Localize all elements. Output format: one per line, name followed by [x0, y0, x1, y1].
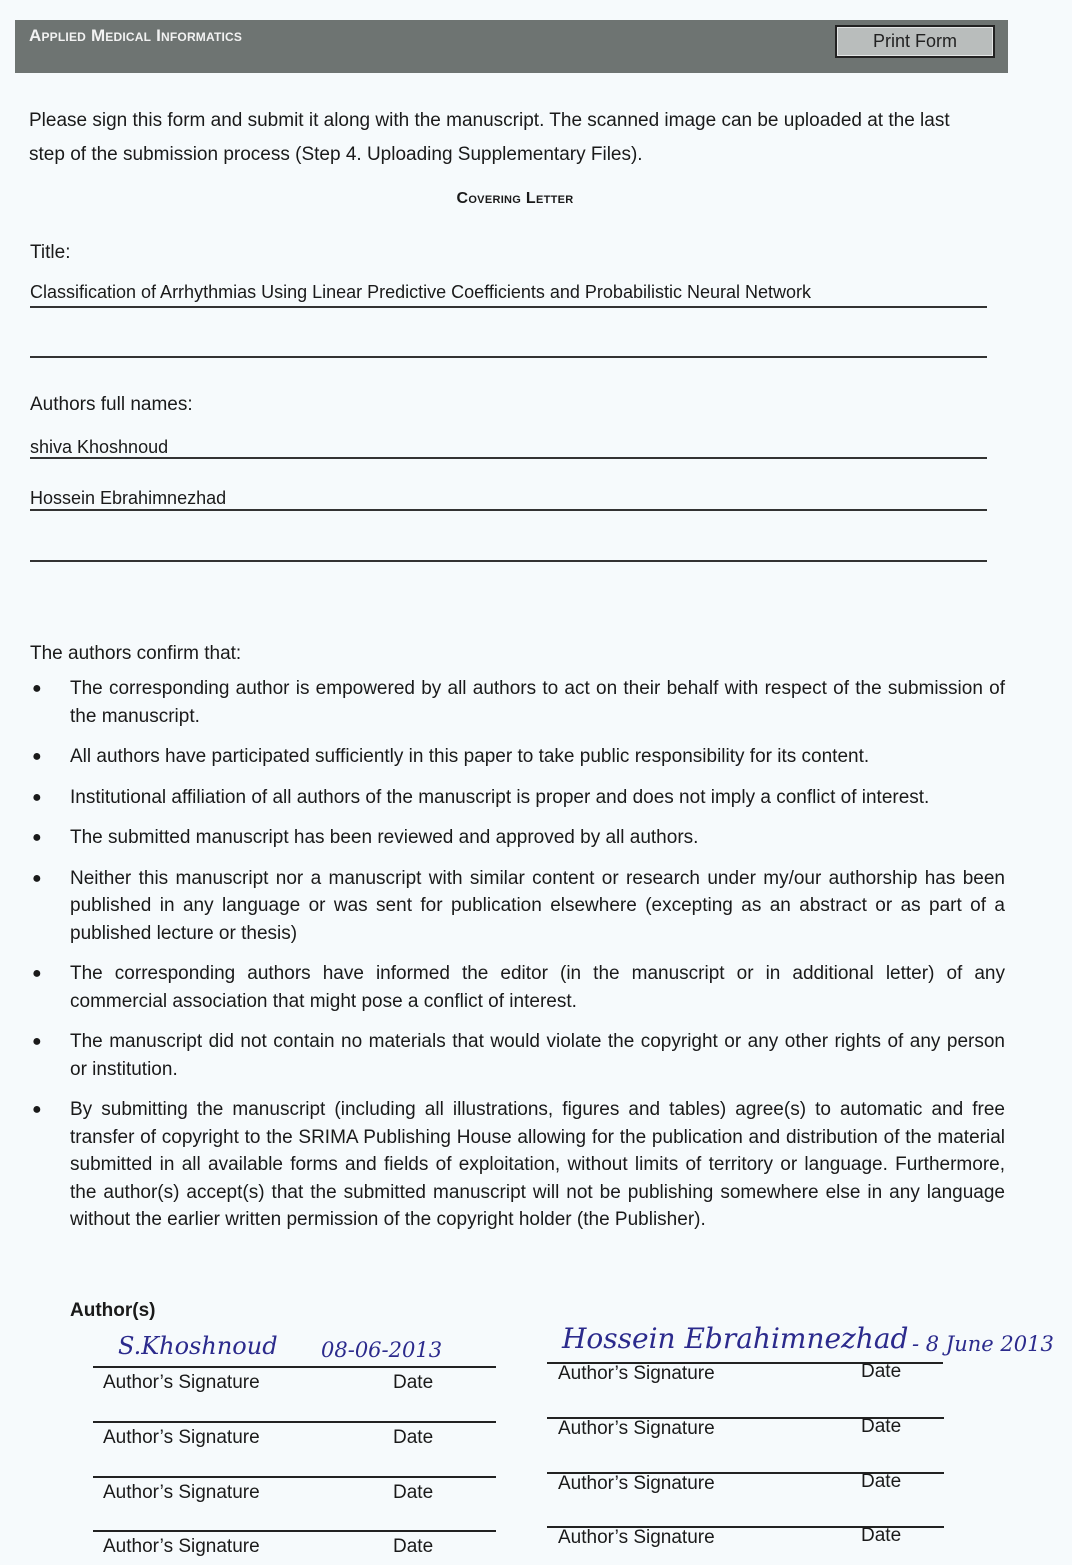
signature-label: Author’s Signature — [103, 1372, 260, 1393]
handwritten-date: - 8 June 2013 — [912, 1332, 1054, 1356]
handwritten-date: 08-06-2013 — [321, 1338, 443, 1362]
signature-label: Author’s Signature — [558, 1473, 715, 1494]
signature-label: Author’s Signature — [558, 1418, 715, 1439]
title-field[interactable]: Classification of Arrhythmias Using Linear Predictive Coefficients and Probabilistic Neural Network — [30, 282, 812, 302]
confirmation-item — [30, 784, 1005, 812]
confirmation-item — [30, 824, 1005, 852]
confirmation-item-text: The submitted manuscript has been reviewed and approved by all authors. — [70, 827, 699, 848]
confirmation-item-text: The corresponding authors have informed the editor (in the manuscript or in additional letter) of any commercial association that might pose a conflict of interest. — [70, 963, 1005, 1012]
signature-line — [93, 1530, 496, 1532]
confirmation-section — [30, 643, 1005, 1247]
confirmation-item — [30, 1096, 1005, 1234]
title-field-line-2-underline — [30, 356, 987, 358]
date-label: Date — [393, 1482, 434, 1503]
journal-name: Applied Medical Informatics — [29, 26, 243, 45]
bullet-icon: ● — [32, 965, 42, 982]
handwritten-signature: S.Khoshnoud — [118, 1332, 278, 1360]
confirmation-item-text: Institutional affiliation of all authors of the manuscript is proper and does not imply a conflict of interest. — [70, 786, 930, 808]
author-name-underline-1 — [30, 457, 987, 459]
confirmation-item-text: Neither this manuscript nor a manuscript with similar content or research under my/our authorship has been published in any language or was sent for publication elsewhere (excepting as an abstract or as part of a published lecture or thesis) — [70, 867, 1005, 944]
journal-header-bar — [15, 20, 1008, 73]
bullet-icon: ● — [32, 788, 42, 806]
bullet-icon: ● — [32, 1033, 42, 1050]
date-label: Date — [393, 1372, 434, 1393]
bullet-icon: ● — [32, 748, 42, 765]
date-label: Date — [861, 1525, 902, 1546]
author-name-underline-2 — [30, 509, 987, 511]
bullet-icon: ● — [32, 829, 42, 846]
confirmation-item-text: The manuscript did not contain no materials that would violate the copyright or any other rights of any person or institution. — [70, 1031, 1005, 1080]
title-label: Title: — [30, 242, 71, 263]
signature-label: Author’s Signature — [103, 1482, 260, 1503]
handwritten-signature: Hossein Ebrahimnezhad — [562, 1322, 909, 1355]
author-name-field-1[interactable]: shiva Khoshnoud — [30, 437, 169, 457]
confirmation-item-text: The corresponding author is empowered by all authors to act on their behalf with respect of the submission of the manuscript. — [70, 678, 1005, 727]
confirmation-item-text: By submitting the manuscript (including all illustrations, figures and tables) agree(s) to automatic and free transfer of copyright to the SRIMA Publishing House allowing for the publication and distribution of the material submitted in all available forms and fields of exploitation, without limits of territory or language. Furthermore, the author(s) accept(s) that the submitted manuscript will not be publishing somewhere else in any language without the earlier written permission of the copyright holder (the Publisher). — [70, 1099, 1005, 1230]
signature-line — [93, 1366, 496, 1368]
signature-block-left-3[interactable] — [93, 1441, 498, 1501]
signature-block-left-2[interactable] — [93, 1386, 498, 1446]
title-field-underline — [30, 306, 987, 308]
bullet-icon: ● — [32, 680, 42, 697]
confirmation-item — [30, 1028, 1005, 1083]
confirmation-item — [30, 675, 1005, 730]
signature-block-left-1[interactable] — [93, 1330, 498, 1393]
signature-block-left-4[interactable] — [93, 1495, 498, 1555]
signature-block-right-3[interactable] — [547, 1437, 947, 1497]
date-label: Date — [861, 1361, 902, 1382]
authors-signature-heading: Author(s) — [70, 1300, 156, 1321]
signature-line — [93, 1476, 496, 1478]
date-label: Date — [861, 1471, 902, 1492]
date-label: Date — [861, 1416, 902, 1437]
signature-label: Author’s Signature — [103, 1427, 260, 1448]
authors-label: Authors full names: — [30, 394, 193, 415]
instructions-text: Please sign this form and submit it along with the manuscript. The scanned image can be uploaded at the last step of the submission process (Step 4. Uploading Supplementary Files). — [29, 110, 950, 165]
author-name-field-2[interactable]: Hossein Ebrahimnezhad — [30, 488, 227, 508]
date-label: Date — [393, 1427, 434, 1448]
signature-label: Author’s Signature — [558, 1363, 715, 1384]
author-name-underline-3 — [30, 560, 987, 562]
confirmation-item — [30, 743, 1005, 771]
date-label: Date — [393, 1536, 434, 1557]
confirmation-item — [30, 865, 1005, 948]
signature-label: Author’s Signature — [558, 1527, 715, 1548]
signature-line — [93, 1421, 496, 1423]
print-form-button[interactable]: Print Form — [835, 25, 995, 58]
bullet-icon: ● — [32, 869, 42, 887]
confirmation-item — [30, 960, 1005, 1015]
signature-block-right-4[interactable] — [547, 1491, 947, 1551]
confirmation-label: The authors confirm that: — [30, 643, 242, 664]
bullet-icon: ● — [32, 1101, 42, 1118]
signature-block-right-1[interactable] — [547, 1318, 1072, 1386]
signature-block-right-2[interactable] — [547, 1382, 947, 1442]
signature-label: Author’s Signature — [103, 1536, 260, 1557]
confirmation-item-text: All authors have participated sufficiently in this paper to take public responsibility for its content. — [70, 746, 870, 767]
section-title: Covering Letter — [456, 190, 574, 207]
